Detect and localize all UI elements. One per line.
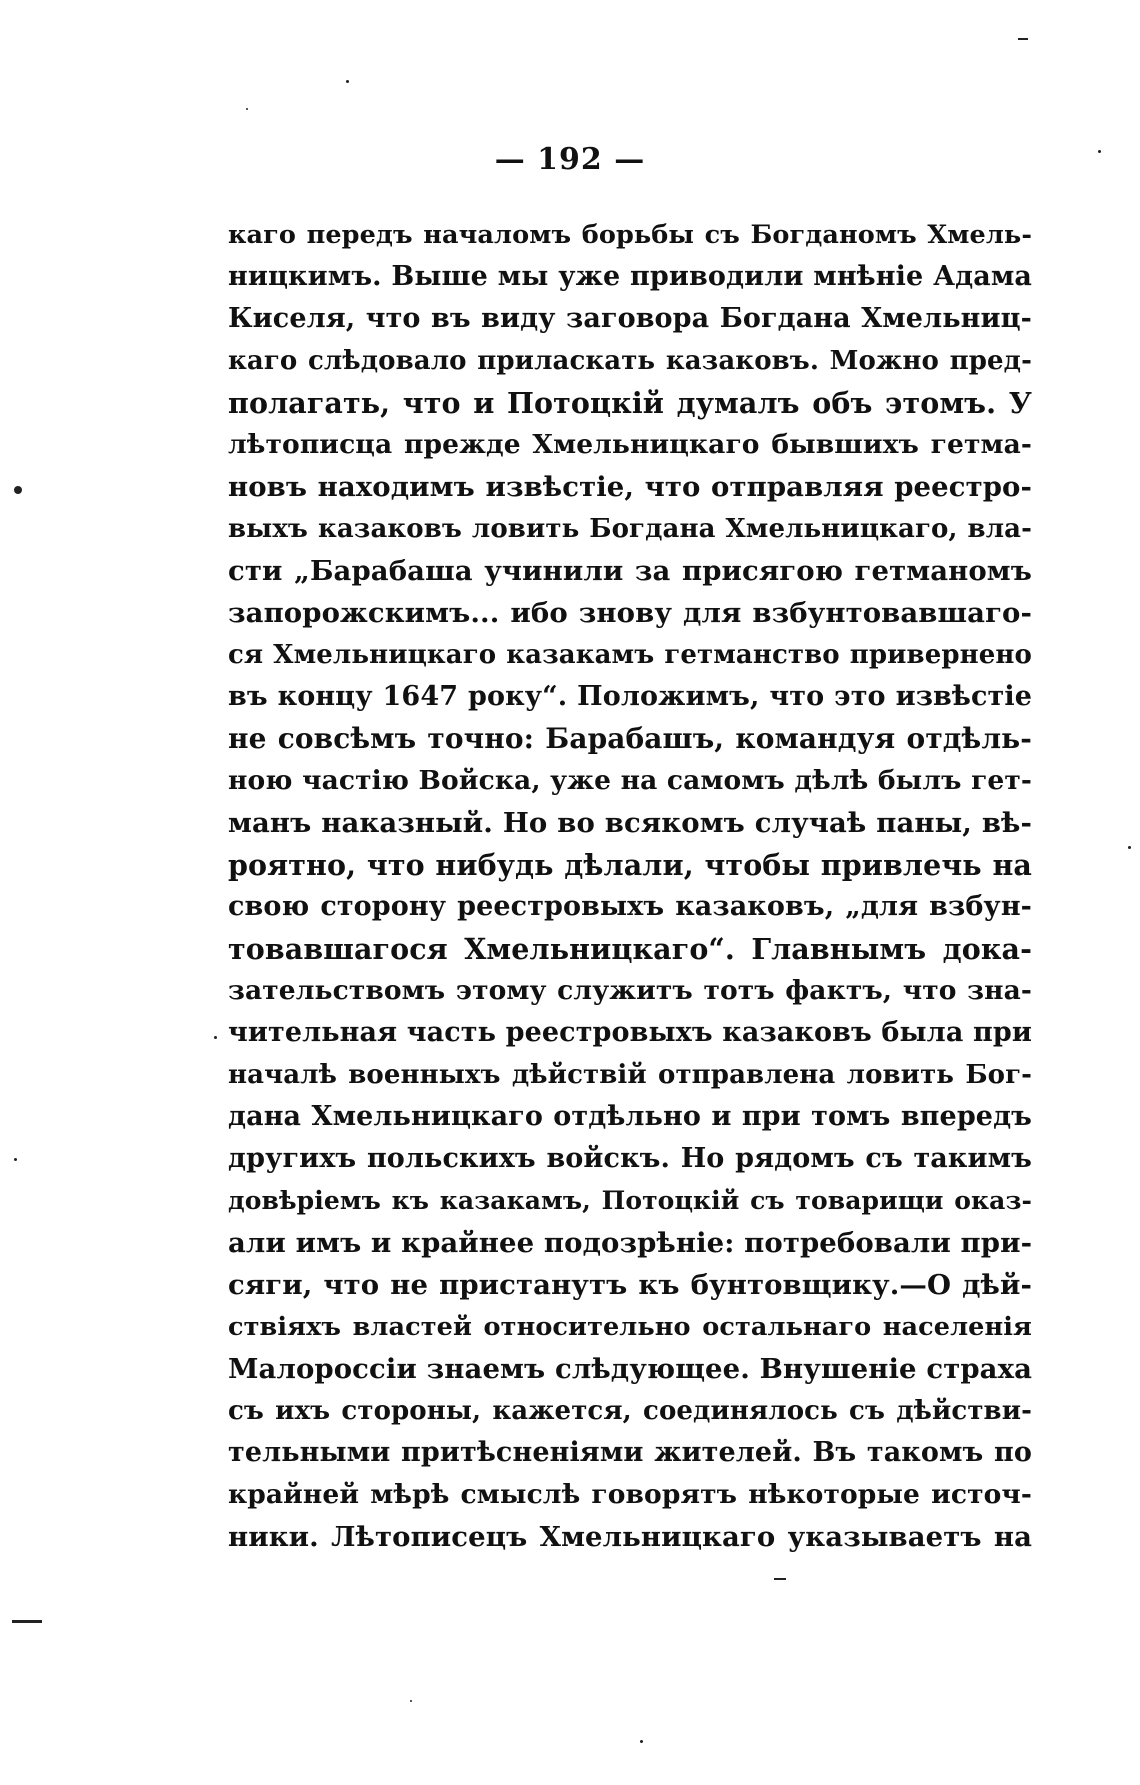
text-line: каго передъ началомъ борьбы съ Богданомъ Хмель-: [228, 220, 1032, 250]
text-line: ною частію Войска, уже на самомъ дѣлѣ былъ гет-: [228, 765, 1032, 796]
text-line: ницкимъ. Выше мы уже приводили мнѣніе Адама: [228, 261, 1032, 292]
text-line: крайней мѣрѣ смыслѣ говорятъ нѣкоторые источ-: [228, 1479, 1032, 1510]
print-speck: [14, 1158, 17, 1161]
text-line: съ ихъ стороны, кажется, соединялось съ дѣйстви-: [228, 1396, 1032, 1426]
text-line: довѣріемъ къ казакамъ, Потоцкій съ товарищи оказ-: [228, 1186, 1032, 1215]
text-line: въ концу 1647 року“. Положимъ, что это извѣстіе: [228, 681, 1032, 712]
print-speck: [346, 80, 349, 83]
body-text: [228, 214, 1032, 1558]
text-line: чительная часть реестровыхъ казаковъ была при: [228, 1017, 1032, 1048]
page-number: — 192 —: [494, 142, 646, 177]
print-dash-mark: [12, 1620, 42, 1623]
text-line: зательствомъ этому служитъ тотъ фактъ, что зна-: [228, 975, 1032, 1006]
text-line: Малороссіи знаемъ слѣдующее. Внушеніе страха: [228, 1353, 1032, 1385]
text-line: товавшагося Хмельницкаго“. Главнымъ дока-: [228, 932, 1032, 966]
text-line: началѣ военныхъ дѣйствій отправлена ловить Бог-: [228, 1060, 1032, 1090]
print-speck: [1128, 846, 1131, 849]
print-speck: [14, 486, 22, 494]
text-line: выхъ казаковъ ловить Богдана Хмельницкаго, вла-: [228, 514, 1032, 544]
text-line: новъ находимъ извѣстіе, что отправляя реестро-: [228, 471, 1032, 503]
text-line: ся Хмельницкаго казакамъ гетманство привернено: [228, 640, 1032, 670]
text-line: не совсѣмъ точно: Барабашъ, командуя отдѣль-: [228, 722, 1032, 755]
text-line: манъ наказный. Но во всякомъ случаѣ паны, вѣ-: [228, 807, 1032, 839]
text-line: свою сторону реестровыхъ казаковъ, „для взбун-: [228, 891, 1032, 922]
text-line: дана Хмельницкаго отдѣльно и при томъ впередъ: [228, 1101, 1032, 1132]
print-speck: [640, 1740, 643, 1743]
text-line: Киселя, что въ виду заговора Богдана Хмельниц-: [228, 303, 1032, 334]
text-line: лѣтописца прежде Хмельницкаго бывшихъ гетма-: [228, 429, 1032, 460]
print-speck: [410, 1700, 412, 1702]
text-line: полагать, что и Потоцкій думалъ объ этомъ. У: [228, 386, 1032, 420]
text-line: сти „Барабаша учинили за присягою гетманомъ: [228, 555, 1032, 587]
print-dash-mark: [1018, 38, 1028, 40]
text-line: запорожскимъ... ибо знову для взбунтовавшаго-: [228, 597, 1032, 629]
text-line: каго слѣдовало приласкать казаковъ. Можно пред-: [228, 346, 1032, 376]
text-line: ствіяхъ властей относительно остальнаго населенія: [228, 1312, 1032, 1342]
print-dash-mark: [774, 1578, 786, 1580]
print-speck: [214, 1036, 217, 1039]
print-speck: [246, 108, 248, 110]
text-line: ники. Лѣтописецъ Хмельницкаго указываетъ на: [228, 1521, 1032, 1553]
text-line: роятно, что нибудь дѣлали, чтобы привлечь на: [228, 848, 1032, 882]
text-line: тельными притѣсненіями жителей. Въ такомъ по: [228, 1437, 1032, 1468]
text-line: сяги, что не пристанутъ къ бунтовщику.—О дѣй-: [228, 1269, 1032, 1301]
text-line: другихъ польскихъ войскъ. Но рядомъ съ такимъ: [228, 1143, 1032, 1174]
text-line: али имъ и крайнее подозрѣніе: потребовали при-: [228, 1227, 1033, 1259]
